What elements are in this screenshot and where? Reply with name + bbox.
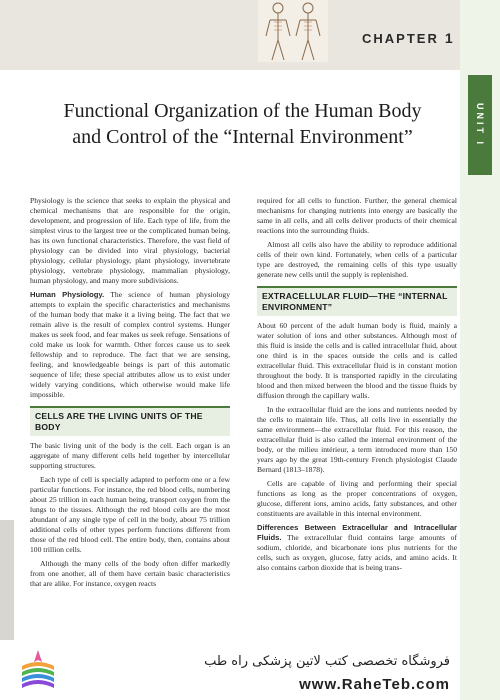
page-title xyxy=(30,98,455,150)
store-name-persian: فروشگاه تخصصی کتب لاتین پزشکی راه طب xyxy=(204,654,450,669)
anatomy-illustration xyxy=(258,0,328,62)
title-line-1: Functional Organization of the Human Body xyxy=(63,100,422,122)
human-physiology-heading: Human Physiology. xyxy=(30,290,105,299)
ecf-paragraph-1: About 60 percent of the adult human body is fluid, mainly a water solution of ions and other substances. Although most of this fluid is inside the cells and is called intracellular fluid, about one third is in the spaces outside the cells and is called extracellular fluid. This extracellular fluid is in constant motion throughout the body. It is transported rapidly in the circulating blood and then mixed between the blood and the tissue fluids by diffusion through the capillary walls. xyxy=(257,321,457,400)
human-physiology-text: The science of human physiology attempts to explain the specific characteristics and mechanisms of the human body that make it a living being. The fact that we remain alive is the result of complex control systems. Hunger makes us seek food, and fear makes us seek refuge. Sensations of cold make us look for warmth. Other forces cause us to seek fellowship and to reproduce. The fact that we are sensing, feeling, and knowledgeable beings is part of this automatic sequence of life; these special attributes allow us to exist under widely varying conditions, which otherwise would make life impossible. xyxy=(30,290,231,399)
differences-text: The extracellular fluid contains large amounts of sodium, chloride, and bicarbonate ions plus nutrients for the cells, such as oxygen, glucose, fatty acids, and amino acids. It also contains carbon dioxide that is being trans- xyxy=(257,533,458,572)
section-heading-cells: CELLS ARE THE LIVING UNITS OF THE BODY xyxy=(30,406,230,436)
chapter-word: CHAPTER xyxy=(362,31,439,46)
differences-paragraph xyxy=(257,523,457,573)
ecf-paragraph-2: In the extracellular fluid are the ions and nutrients needed by the cells to maintain life. Thus, all cells live in essentially the same environment—the extracellular fluid. For this reason, the extracellular fluid is also called the internal environment of the body, or the milieu intérieur, a term introduced more than 150 years ago by the great 19th-century French physiologist Claude Bernard (1813–1878). xyxy=(257,405,457,474)
cells-paragraph-1: The basic living unit of the body is the cell. Each organ is an aggregate of many different cells held together by intercellular supporting structures. xyxy=(30,441,230,470)
store-url: www.RaheTeb.com xyxy=(299,676,450,693)
cells-paragraph-3: Although the many cells of the body often differ markedly from one another, all of them have certain basic characteristics that are alike. For instance, oxygen reacts xyxy=(30,559,230,588)
watermark-footer xyxy=(0,640,460,700)
book-logo-icon xyxy=(18,648,58,694)
right-paragraph-1: required for all cells to function. Further, the general chemical mechanisms for changing nutrients into energy are basically the same in all cells, and all cells deliver products of their chemical reactions into the surrounding fluids. xyxy=(257,196,457,235)
title-line-2: and Control of the “Internal Environment” xyxy=(72,126,413,148)
unit-tab-label: UNIT I xyxy=(475,103,485,147)
chapter-label xyxy=(362,30,458,48)
chapter-number: 1 xyxy=(444,30,455,46)
unit-side-tab xyxy=(460,0,500,700)
right-paragraph-2: Almost all cells also have the ability to reproduce additional cells of their own kind. Fortunately, when cells of a particular type are destroyed, the remaining cells of this type usually generate new cells until the supply is replenished. xyxy=(257,240,457,279)
intro-paragraph: Physiology is the science that seeks to explain the physical and chemical mechanisms that are responsible for the origin, development, and progression of life. Each type of life, from the simplest virus to the largest tree or the complicated human being, has its own functional characteristics. Therefore, the vast field of physiology can be divided into viral physiology, bacterial physiology, cellular physiology, plant physiology, invertebrate physiology, vertebrate physiology, mammalian physiology, human physiology, and many more subdivisions. xyxy=(30,196,230,285)
human-physiology-paragraph xyxy=(30,290,230,400)
ecf-paragraph-3: Cells are capable of living and performing their special functions as long as the proper concentrations of oxygen, glucose, different ions, amino acids, fatty substances, and other constituents are available in this internal environment. xyxy=(257,479,457,518)
differences-heading: Differences Between Extracellular and Intracellular Fluids. xyxy=(257,523,457,542)
cells-paragraph-2: Each type of cell is specially adapted to perform one or a few particular functions. For instance, the red blood cells, numbering about 25 trillion in each human being, transport oxygen from the lungs to the tissues. Although the red blood cells are the most abundant of any single type of cell in the body, about 75 trillion additional cells of other types perform functions different from those of the red blood cell. The entire body, then, contains about 100 trillion cells. xyxy=(30,475,230,554)
section-heading-ecf: EXTRACELLULAR FLUID—THE “INTERNAL ENVIRONMENT” xyxy=(257,286,457,316)
left-column xyxy=(30,196,230,593)
right-column xyxy=(257,196,457,577)
